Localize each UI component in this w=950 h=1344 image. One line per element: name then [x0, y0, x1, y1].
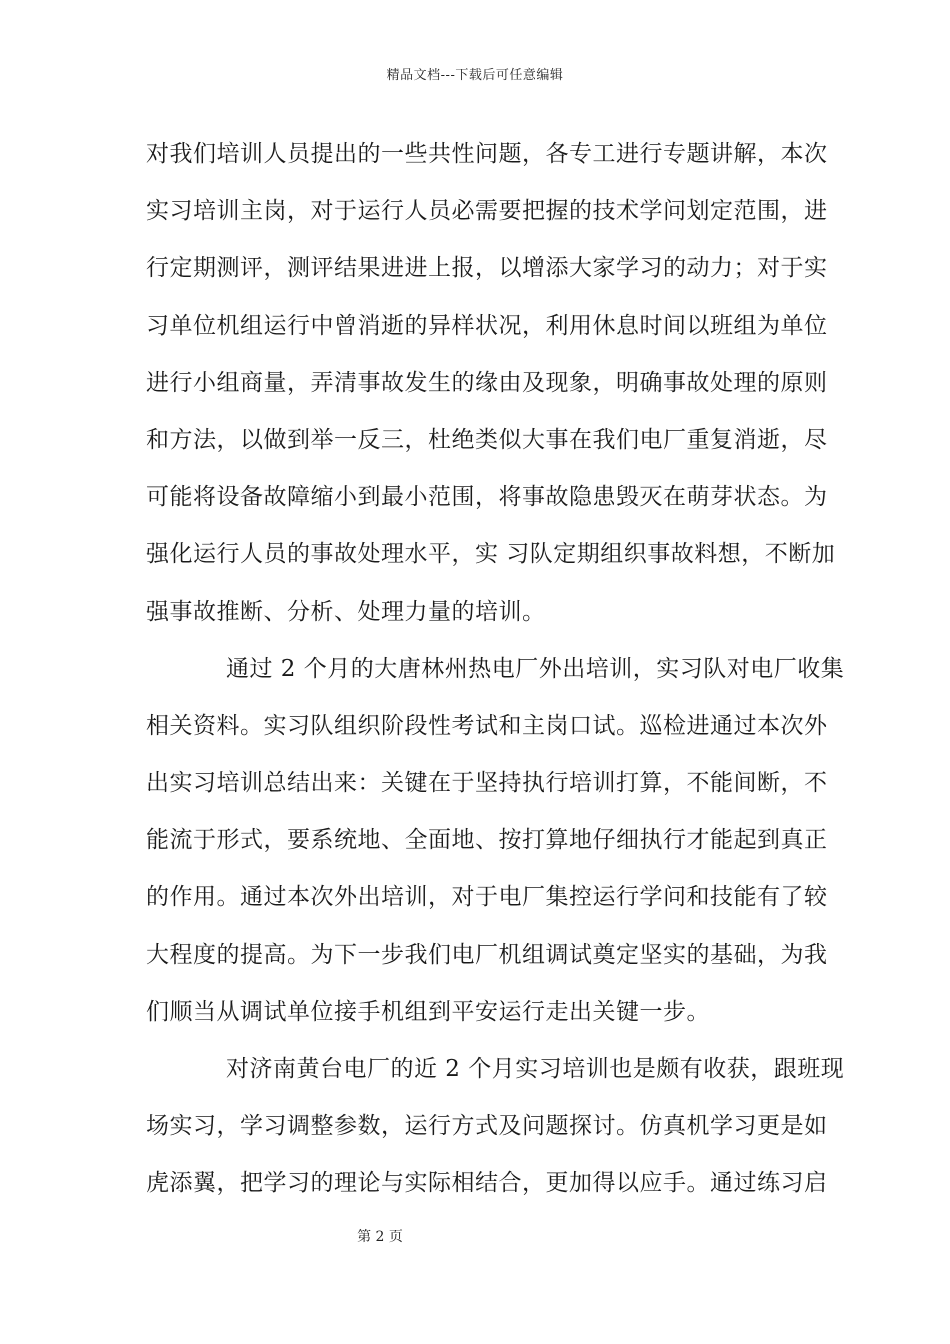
text-line: 强化运行人员的事故处理水平，实 习队定期组织事故料想，不断加 [146, 541, 836, 568]
text-line: 习单位机组运行中曾消逝的异样状况，利用休息时间以班组为单位 [146, 312, 828, 339]
text-line: 大程度的提高。为下一步我们电厂机组调试奠定坚实的基础，为我 [146, 941, 828, 968]
text-line: 进行小组商量，弄清事故发生的缘由及现象，明确事故处理的原则 [146, 369, 828, 396]
text-line: 们顺当从调试单位接手机组到平安运行走出关键一步。 [146, 998, 710, 1025]
text-line: 强事故推断、分析、处理力量的培训。 [146, 598, 546, 625]
paragraph-first-line: 对济南黄台电厂的近 2 个月实习培训也是颇有收获，跟班现 [226, 1056, 845, 1082]
text-line: 场实习，学习调整参数，运行方式及问题探讨。仿真机学习更是如 [146, 1113, 828, 1140]
text-line: 相关资料。实习队组织阶段性考试和主岗口试。巡检进通过本次外 [146, 712, 828, 739]
text-line: 的作用。通过本次外出培训，对于电厂集控运行学问和技能有了较 [146, 884, 828, 911]
paragraph-first-line: 通过 2 个月的大唐林州热电厂外出培训，实习队对电厂收集 [226, 655, 845, 682]
text-line: 实习培训主岗，对于运行人员必需要把握的技术学问划定范围，进 [146, 198, 828, 225]
text-line: 对我们培训人员提出的一些共性问题，各专工进行专题讲解，本次 [146, 141, 828, 167]
text-line: 行定期测评，测评结果进进上报，以增添大家学习的动力；对于实 [146, 255, 828, 282]
page-number: 第 2 页 [357, 1229, 403, 1245]
text-line: 和方法，以做到举一反三，杜绝类似大事在我们电厂重复消逝，尽 [146, 426, 828, 453]
text-line: 虎添翼，把学习的理论与实际相结合，更加得以应手。通过练习启 [146, 1170, 828, 1197]
text-line: 能流于形式，要系统地、全面地、按打算地仔细执行才能起到真正 [146, 827, 828, 854]
page-header: 精品文档---下载后可任意编辑 [386, 68, 564, 83]
text-line: 可能将设备故障缩小到最小范围，将事故隐患毁灭在萌芽状态。为 [146, 484, 828, 511]
document-body [146, 132, 845, 1219]
text-line: 出实习培训总结出来：关键在于坚持执行培训打算，不能间断，不 [146, 770, 828, 797]
